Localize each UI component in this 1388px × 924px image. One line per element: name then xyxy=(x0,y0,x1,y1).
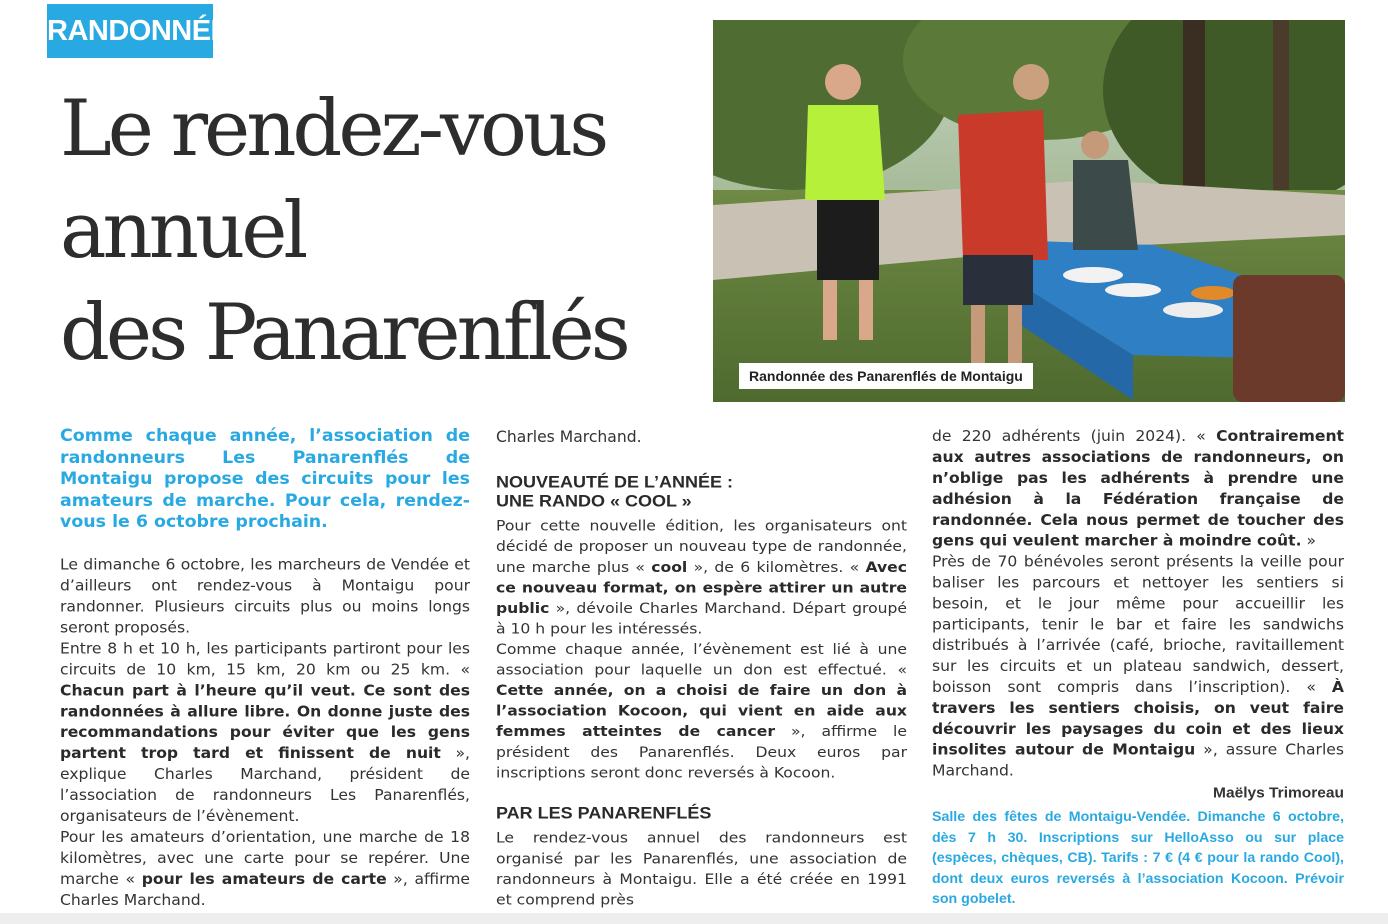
subheading: PAR LES PANARENFLÉS xyxy=(496,803,712,823)
headline xyxy=(60,78,700,384)
plate xyxy=(1105,283,1161,297)
quote: Avec ce nouveau format, on espère attirer un autre public xyxy=(496,558,907,617)
red-backpack xyxy=(958,110,1048,260)
quote: Chacun part à l’heure qu’il veut. Ce sont des randonnées à allure libre. On donne juste des recommandations pour éviter que les gens partent trop tard et finissent de nuit xyxy=(60,681,470,762)
person-leg xyxy=(859,280,873,340)
plate xyxy=(1163,302,1223,318)
person-shorts xyxy=(963,255,1033,305)
quote: pour les amateurs de carte xyxy=(141,870,387,888)
headline-line: des Panarenflés xyxy=(60,288,627,378)
body-paragraph: Entre 8 h et 10 h, les participants partiront pour les circuits de 10 km, 15 km, 20 km ou 25 km. « Chacun part à l’heure qu’il veut. Ce sont des randonnées à allure libre. On donne juste des recommandations pour éviter que les gens partent trop tard et finissent de nuit », explique Charles Marchand, président de l’association de randonneurs Les Panarenflés, organisateurs de l’évènement. xyxy=(60,639,470,825)
quote: À travers les sentiers choisis, on veut faire découvrir les paysages du coin et des lieux insolites autour de Montaigu xyxy=(932,678,1344,759)
headline-line: annuel xyxy=(60,186,305,276)
person-leg xyxy=(823,280,837,340)
body-paragraph: Près de 70 bénévoles seront présents la veille pour baliser les parcours et nettoyer les sentiers si besoin, et le jour même pour accueillir les participants, tenir le bar et faire les sandwichs distribués à l’arrivée (café, brioche, ravitaillement sur les circuits et un plateau sandwich, dessert, boisson sont compris dans l’inscription). « À travers les sentiers choisis, on veut faire découvrir les paysages du coin et des lieux insolites autour de Montaigu », assure Charles Marchand. xyxy=(932,553,1344,780)
body-paragraph: Le dimanche 6 octobre, les marcheurs de Vendée et d’ailleurs ont rendez-vous à Montaigu pour randonner. Plusieurs circuits plus ou moins longs seront proposés. xyxy=(60,555,470,636)
person-head xyxy=(1013,64,1049,100)
quote: Cette année, on a choisi de faire un don à l’association Kocoon, qui vient en aide aux femmes atteintes de cancer xyxy=(496,682,907,740)
lead-paragraph: Comme chaque année, l’association de randonneurs Les Panarenflés de Montaigu propose des circuits pour les amateurs de marche. Pour cela, rendez-vous le 6 octobre prochain. xyxy=(60,426,470,532)
body-paragraph: Comme chaque année, l’évènement est lié à une association pour laquelle un don est effectué. « Cette année, on a choisi de faire un don à l’association Kocoon, qui vient en aide aux femmes atteintes de cancer », affirme le président des Panarenflés. Deux euros par inscriptions seront donc reversés à Kocoon. xyxy=(496,640,907,782)
food xyxy=(1191,286,1235,300)
column-2-continuation xyxy=(496,426,907,448)
quote: Contrairement aux autres associations de randonneurs, on n’oblige pas les adhérents à prendre une adhésion à la Fédération française de randonnée. Cela nous permet de toucher des gens qui veulent marcher à moindre coût. xyxy=(932,427,1344,550)
section-kicker: RANDONNÉE xyxy=(47,4,213,58)
body-paragraph: de 220 adhérents (juin 2024). « Contrairement aux autres associations de randonneurs, on n’oblige pas les adhérents à prendre une adhésion à la Fédération française de randonnée. Cela nous permet de toucher des gens qui veulent marcher à moindre coût. » xyxy=(932,427,1344,550)
headline-line: Le rendez-vous xyxy=(60,84,606,174)
page-bottom-bar xyxy=(0,913,1388,924)
photo-illustration xyxy=(713,20,1345,402)
person-vest xyxy=(805,105,885,200)
article-column-1 xyxy=(60,426,470,910)
person-head xyxy=(1081,131,1109,159)
photo-caption: Randonnée des Panarenflés de Montaigu xyxy=(739,363,1033,389)
brown-container xyxy=(1233,275,1345,402)
person-shorts xyxy=(817,200,879,280)
practical-info: Salle des fêtes de Montaigu-Vendée. Dimanche 6 octobre, dès 7 h 30. Inscriptions sur HelloAsso ou sur place (espèces, chèques, CB). Tarifs : 7 € (4 € pour la rando Cool), dont deux euros reversés à l’association Kocoon. Prévoir son gobelet. xyxy=(932,809,1344,907)
continued-text: Charles Marchand. xyxy=(496,428,642,446)
person-head xyxy=(825,64,861,100)
body-paragraph: Le rendez-vous annuel des randonneurs est organisé par les Panarenflés, une association de randonneurs à Montaigu. Elle a été créée en 1991 et comprend près xyxy=(496,829,907,909)
article-column-3 xyxy=(932,426,1344,910)
body-paragraph: Pour cette nouvelle édition, les organisateurs ont décidé de proposer un nouveau type de randonnée, une marche plus « cool », de 6 kilomètres. « Avec ce nouveau format, on espère attirer un autre public », dévoile Charles Marchand. Départ groupé à 10 h pour les intéressés. xyxy=(496,517,907,638)
author-signature: Maëlys Trimoreau xyxy=(1213,785,1344,802)
subheading: NOUVEAUTÉ DE L’ANNÉE : UNE RANDO « COOL » xyxy=(496,472,734,511)
article-column-2 xyxy=(496,426,907,910)
article-photo xyxy=(713,20,1345,402)
quote: cool xyxy=(651,558,688,576)
body-paragraph: Pour les amateurs d’orientation, une marche de 18 kilomètres, avec une carte pour se repérer. Une marche « pour les amateurs de carte », affirme Charles Marchand. xyxy=(60,828,470,909)
person-jacket xyxy=(1073,160,1138,250)
plate xyxy=(1063,267,1123,283)
